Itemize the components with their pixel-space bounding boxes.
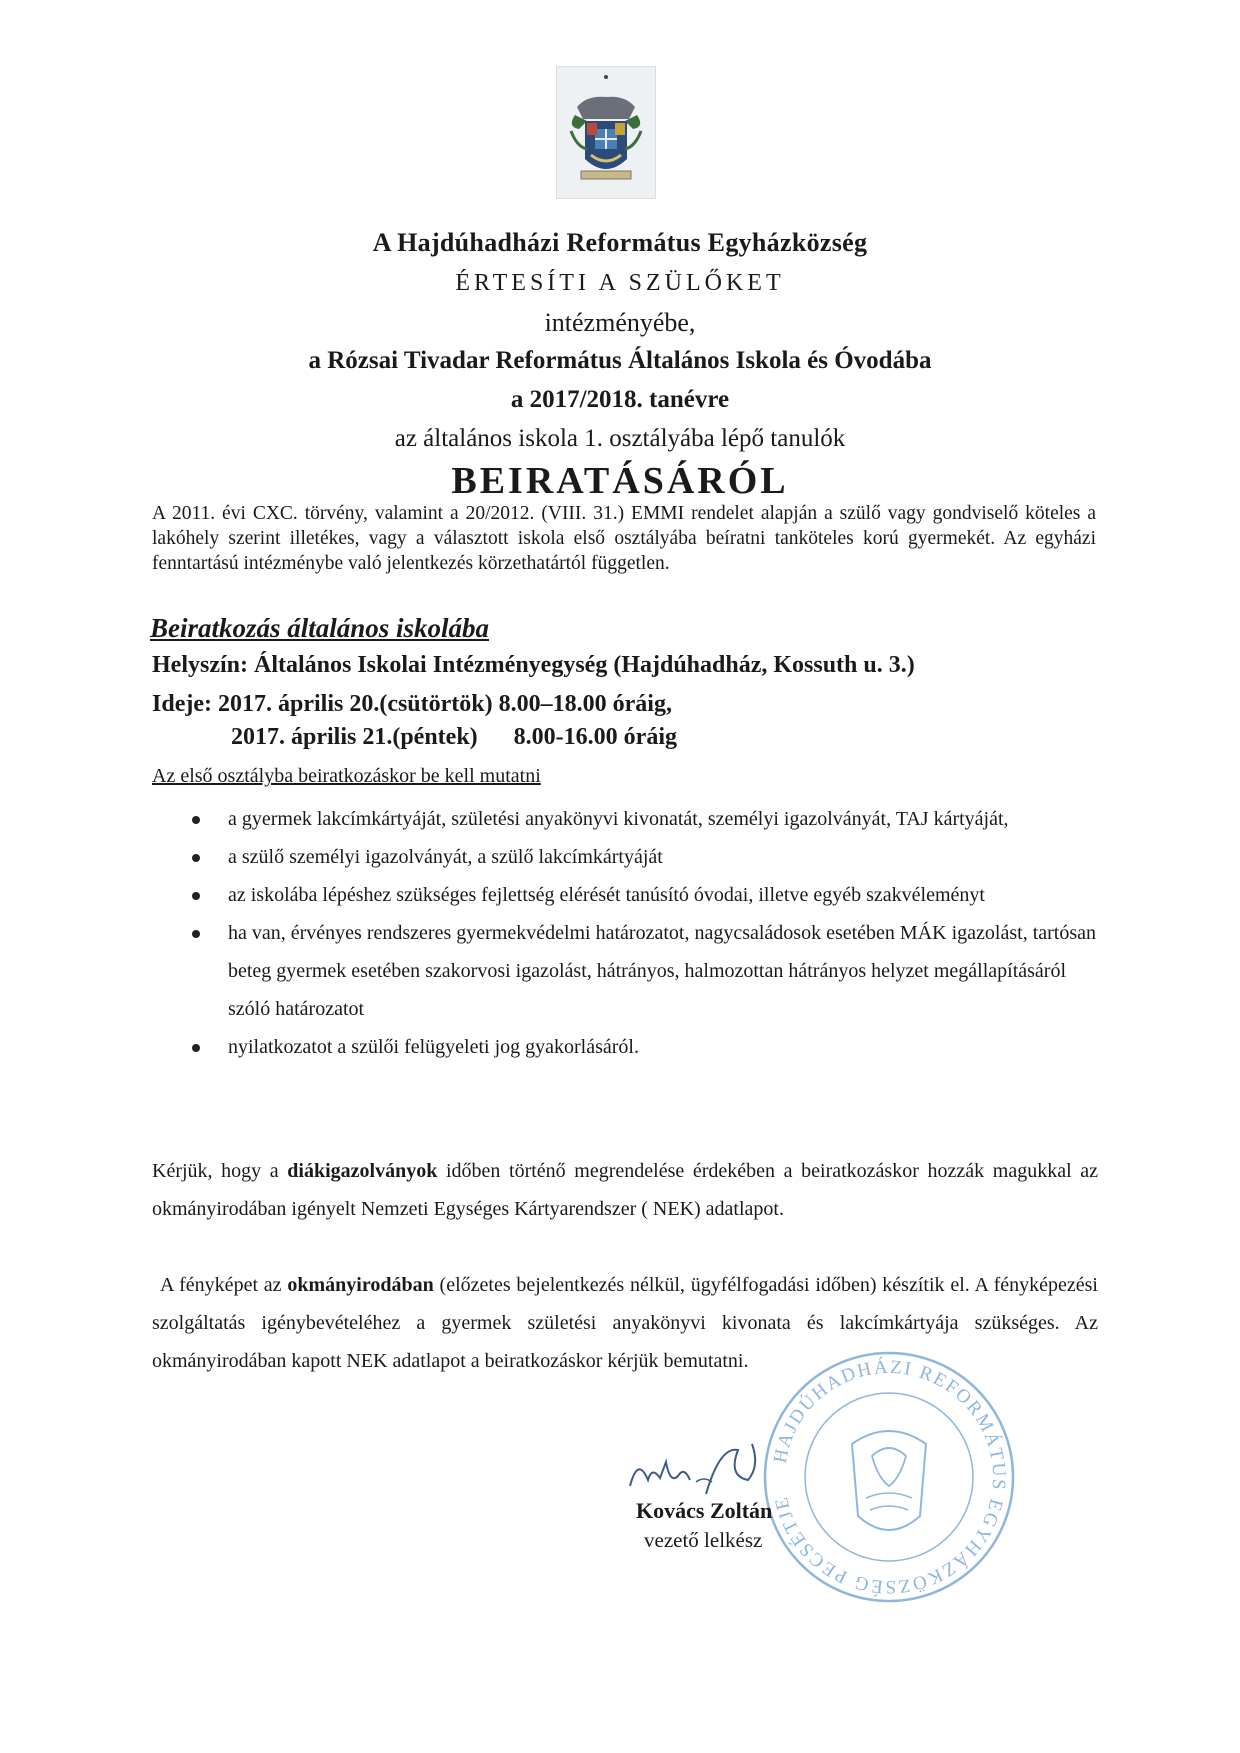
stamp-text: HAJDÚHADHÁZI REFORMÁTUS EGYHÁZKÖZSÉG PECSÉTJE bbox=[769, 1356, 1010, 1598]
signatory-role: vezető lelkész bbox=[644, 1528, 763, 1552]
list-item-text: a gyermek lakcímkártyáját, születési anyakönyvi kivonatát, személyi igazolványát, TAJ kártyáját, bbox=[228, 808, 1009, 830]
list-item-text: ha van, érvényes rendszeres gyermekvédelmi határozatot, nagycsaládosok esetében MÁK igazolást, tartósan beteg gyermek esetében szakorvosi igazolást, hátrányos, halmozottan hátrányos helyzet megállapításáról szóló határozatot bbox=[228, 922, 1096, 1020]
into-line: intézményébe, bbox=[544, 308, 696, 337]
bullet-icon bbox=[192, 854, 200, 862]
enrollment-time-1: Ideje: 2017. április 20.(csütörtök) 8.00–18.00 óráig, bbox=[152, 691, 672, 717]
signatory-name: Kovács Zoltán bbox=[636, 1498, 773, 1523]
list-item bbox=[160, 838, 1100, 876]
church-crest bbox=[556, 66, 656, 199]
list-item-text: a szülő személyi igazolványát, a szülő lakcímkártyáját bbox=[228, 846, 663, 868]
signature-scribble-icon bbox=[620, 1436, 800, 1506]
intro-paragraph: A 2011. évi CXC. törvény, valamint a 20/2012. (VIII. 31.) EMMI rendelet alapján a szülő vagy gondviselő köteles a lakóhely szerint illetékes, vagy a választott iskola első osztályába beíratni tanköteles korú gyermekét. Az egyházi fenntartású intézménybe való jelentkezés körzethatártól független. bbox=[152, 503, 1096, 574]
para2-before: A fényképet az bbox=[160, 1274, 288, 1296]
list-item bbox=[160, 914, 1100, 1028]
list-item bbox=[160, 1028, 1100, 1066]
list-item bbox=[160, 800, 1100, 838]
enrollment-title: Beiratkozás általános iskolába bbox=[150, 613, 490, 643]
school-year: a 2017/2018. tanévre bbox=[510, 386, 730, 413]
para2-after: (előzetes bejelentkezés nélkül, ügyfélfogadási időben) készítik el. A fényképezési szolgáltatás igénybevételéhez a gyermek születési anyakönyvi kivonata és lakcímkártyája szükséges. Az okmányirodában kapott NEK adatlapot a beiratkozáskor kérjük bemutatni. bbox=[152, 1274, 1098, 1372]
school-name: a Rózsai Tivadar Református Általános Iskola és Óvodába bbox=[308, 347, 932, 374]
list-item-text: az iskolába lépéshez szükséges fejlettség elérését tanúsító óvodai, illetve egyéb szakvéleményt bbox=[228, 884, 985, 906]
para1-bold: diákigazolványok bbox=[287, 1160, 438, 1182]
enrollment-time-2-text: 2017. április 21.(péntek) 8.00-16.00 óráig bbox=[231, 724, 677, 750]
bullet-icon bbox=[192, 930, 200, 938]
list-item-text: nyilatkozatot a szülői felügyeleti jog gyakorlásáról. bbox=[228, 1036, 639, 1058]
enrollment-time-2 bbox=[231, 724, 677, 751]
class-line: az általános iskola 1. osztályába lépő tanulók bbox=[394, 425, 846, 452]
main-title: BEIRATÁSÁRÓL bbox=[451, 460, 789, 502]
enrollment-location: Helyszín: Általános Iskolai Intézményegység (Hajdúhadház, Kossuth u. 3.) bbox=[152, 652, 915, 678]
requirements-list bbox=[160, 800, 1100, 1066]
bullet-icon bbox=[192, 816, 200, 824]
para1-after: időben történő megrendelése érdekében a beiratkozáskor hozzák magukkal az okmányirodában igényelt Nemzeti Egységes Kártyarendszer ( NEK) adatlapot. bbox=[152, 1160, 1099, 1220]
bullet-icon bbox=[192, 892, 200, 900]
requirements-intro: Az első osztályba beiratkozáskor be kell mutatni bbox=[152, 765, 541, 787]
list-item bbox=[160, 876, 1100, 914]
para2-bold: okmányirodában bbox=[287, 1274, 434, 1296]
org-title: A Hajdúhadházi Református Egyházközség bbox=[372, 228, 868, 257]
bullet-icon bbox=[192, 1044, 200, 1052]
para1-before: Kérjük, hogy a bbox=[152, 1160, 288, 1182]
notify-heading: ÉRTESÍTI A SZÜLŐKET bbox=[455, 270, 785, 296]
student-id-paragraph bbox=[152, 1152, 1098, 1228]
crest-emblem-icon bbox=[557, 67, 655, 198]
handwritten-signature bbox=[620, 1436, 800, 1506]
